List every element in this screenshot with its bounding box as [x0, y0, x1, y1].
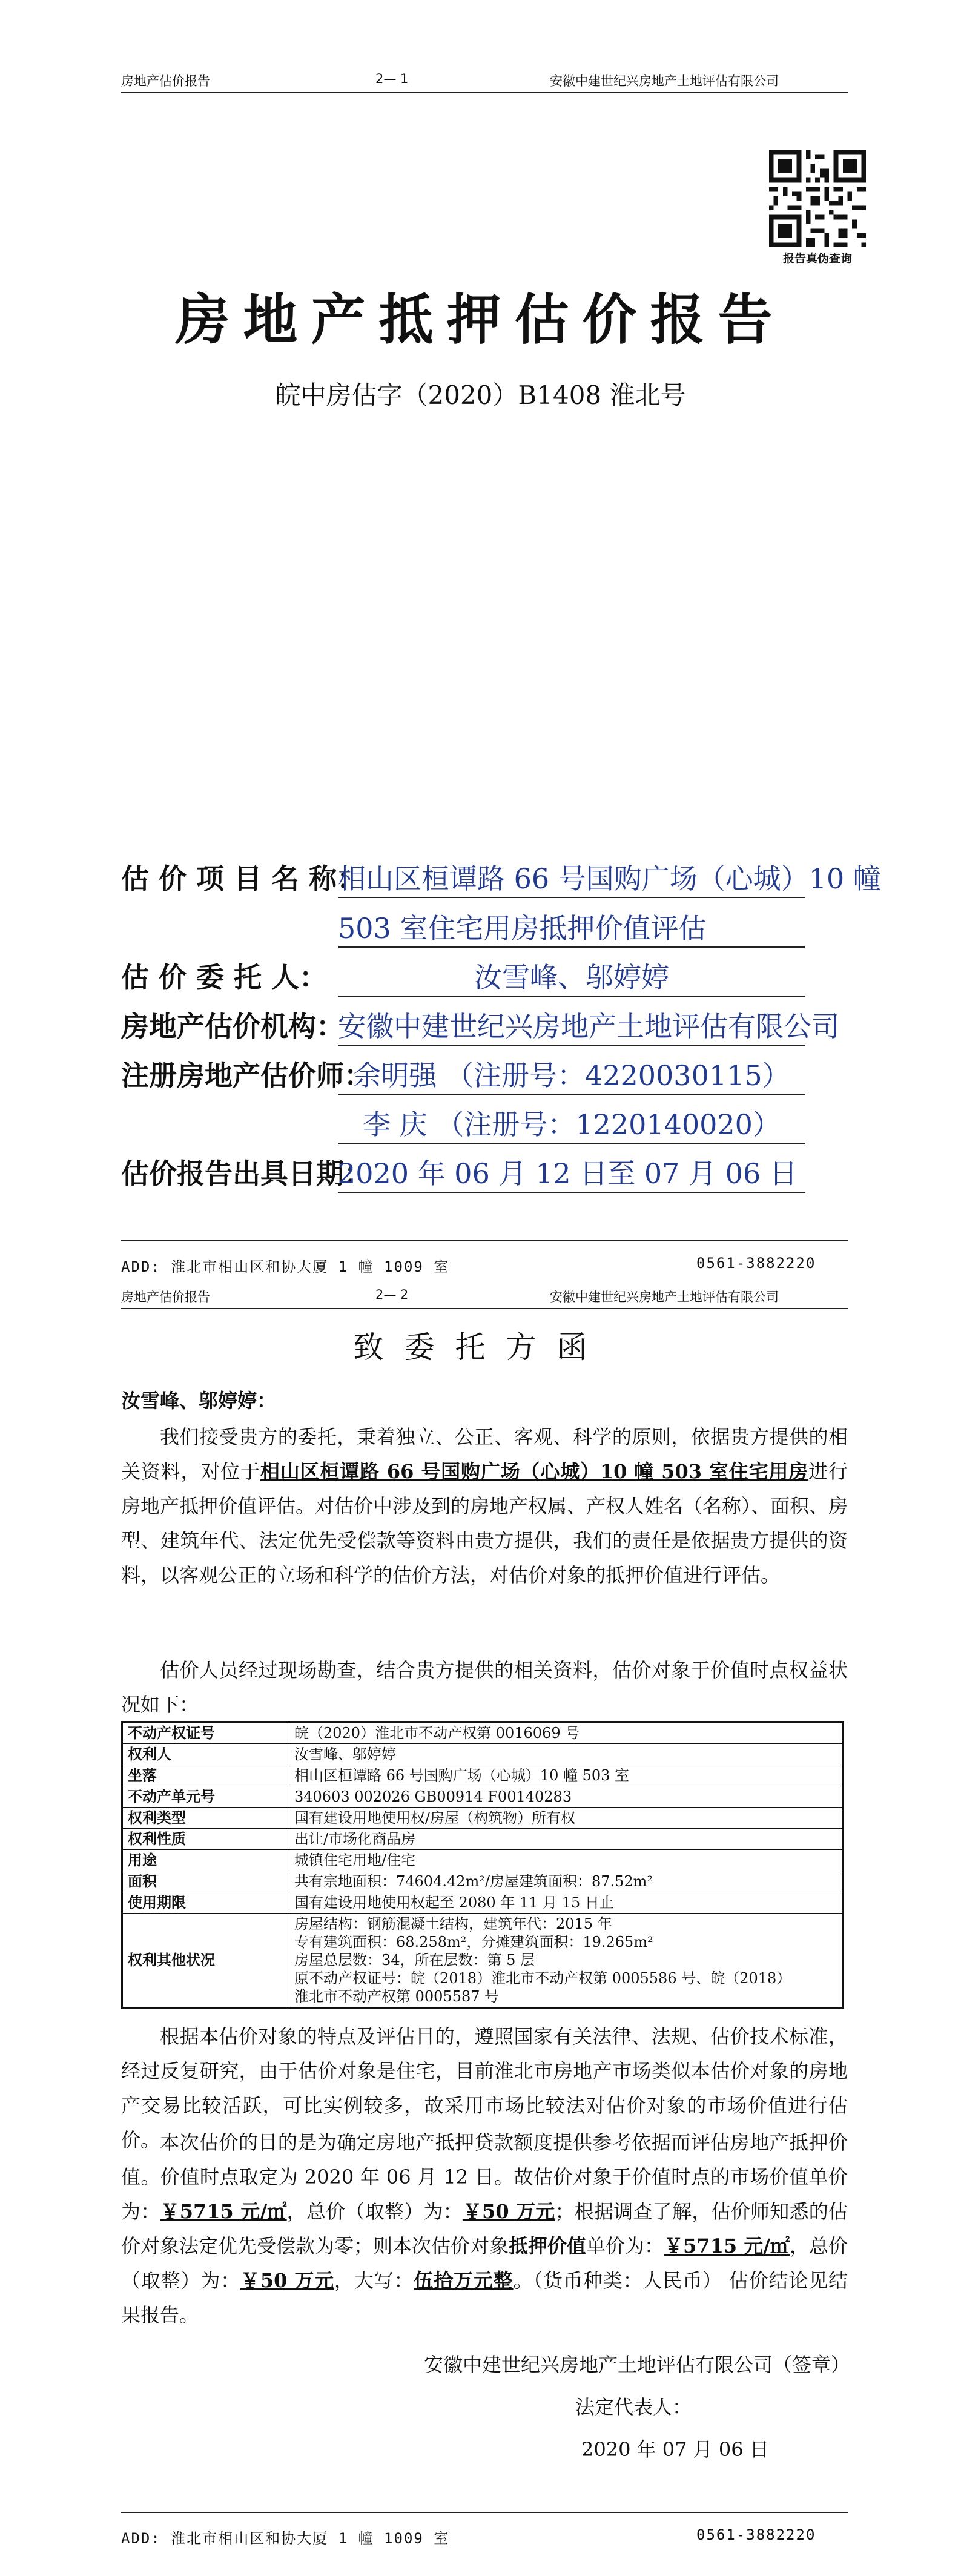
table-value-line: 房屋结构：钢筋混凝土结构，建筑年代：2015 年 — [294, 1915, 612, 1932]
page1-footer-address: ADD: 淮北市相山区和协大厦 1 幢 1009 室 — [121, 1258, 450, 1275]
table-row — [122, 1722, 844, 1744]
page1-header-rule — [121, 92, 848, 93]
date-label: 估价报告出具日期： — [121, 1157, 372, 1190]
p4-part-c: ；根据调查了解，估价师知悉的估价对象法定优先受偿款为零；则本次估价对象 — [121, 2200, 848, 2257]
table-key: 面积 — [122, 1871, 289, 1892]
agency-value: 安徽中建世纪兴房地产土地评估有限公司 — [338, 1005, 805, 1046]
page2-header-rule — [121, 1308, 848, 1309]
appraiser-1: 余明强 （注册号：4220030115） — [338, 1054, 805, 1095]
salutation: 汝雪峰、邬婷婷： — [121, 1389, 277, 1412]
table-value-line: 汝雪峰、邬婷婷 — [294, 1746, 396, 1763]
p4-mortgage-value: 抵押价值 — [509, 2234, 587, 2257]
table-row — [122, 1850, 844, 1871]
table-row — [122, 1808, 844, 1829]
report-title: 房地产抵押估价报告 — [175, 288, 786, 352]
table-key: 权利性质 — [122, 1829, 289, 1850]
p4-total-price: ￥50 万元 — [462, 2200, 555, 2223]
table-row — [122, 1829, 844, 1850]
p4-part-f: ，大写： — [334, 2269, 414, 2292]
table-value-line: 国有建设用地使用权/房屋（构筑物）所有权 — [294, 1809, 576, 1826]
table-value — [289, 1765, 844, 1786]
table-key: 权利类型 — [122, 1808, 289, 1829]
project-row-continued — [338, 907, 805, 948]
date-value: 2020 年 06 月 12 日至 07 月 06 日 — [338, 1152, 805, 1193]
table-key: 不动产单元号 — [122, 1786, 289, 1808]
table-key: 权利人 — [122, 1744, 289, 1765]
page2-header-company: 安徽中建世纪兴房地产土地评估有限公司 — [550, 1290, 779, 1304]
document-number: 皖中房估字（2020）B1408 淮北号 — [275, 380, 686, 410]
table-value-line: 城镇住宅用地/住宅 — [294, 1852, 416, 1869]
project-label: 估 价 项 目 名 称： — [121, 862, 365, 895]
table-key: 权利其他状况 — [122, 1914, 289, 2008]
table-row — [122, 1765, 844, 1786]
qr-code-icon — [769, 150, 866, 247]
table-value-line: 国有建设用地使用权起至 2080 年 11 月 15 日止 — [294, 1894, 614, 1911]
appraiser-row — [121, 1054, 805, 1095]
appraiser-2: 李 庆 （注册号：1220140020） — [338, 1103, 805, 1144]
agency-row — [121, 1005, 839, 1046]
table-row — [122, 1744, 844, 1765]
client-row — [121, 956, 805, 997]
table-value — [289, 1871, 844, 1892]
p4-part-d: 单价为： — [586, 2234, 664, 2257]
table-value — [289, 1786, 844, 1808]
client-label: 估 价 委 托 人： — [121, 961, 328, 994]
table-value-line: 房屋总层数：34，所在层数：第 5 层 — [294, 1952, 535, 1969]
date-row — [121, 1152, 805, 1193]
paragraph-1-part-c: 进行房地产抵押价值评估。对估价中涉及到的房地产权属、产权人姓名（名称）、面积、房型、建筑年代、法定优先受偿款等资料由贵方提供，我们的责任是依据贵方提供的资料，以客观公正的立场和科学的估价方法，对估价对象的抵押价值进行评估。 — [121, 1460, 848, 1587]
paragraph-3: 根据本估价对象的特点及评估目的，遵照国家有关法律、法规、估价技术标准，经过反复研究，由于估价对象是住宅，目前淮北市房地产市场类似本估价对象的房地产交易比较活跃，可比实例较多，故采用市场比较法对估价对象的市场价值进行估价。 — [121, 2025, 848, 2152]
p4-mortgage-total: ￥50 万元 — [240, 2269, 335, 2292]
letter-title: 致委托方函 — [353, 1330, 608, 1365]
table-key: 不动产权证号 — [122, 1722, 289, 1744]
client-value: 汝雪峰、邬婷婷 — [338, 956, 805, 997]
paragraph-1-property: 相山区桓谭路 66 号国购广场（心城）10 幢 503 室住宅用房 — [260, 1460, 809, 1483]
page1-header-page-number: 2— 1 — [375, 71, 409, 86]
table-value-line: 共有宗地面积：74604.42m²/房屋建筑面积：87.52m² — [294, 1873, 653, 1890]
table-value-line: 专有建筑面积：68.258m²，分摊建筑面积：19.265m² — [294, 1934, 653, 1950]
table-value-line: 原不动产权证号：皖（2018）淮北市不动产权第 0005586 号、皖（2018） — [294, 1970, 791, 1987]
table-value-line: 出让/市场化商品房 — [294, 1831, 416, 1848]
paragraph-1-part-a: 我们接受贵方的委托，秉着独立、公正、客观、科学的原则，依据贵方提供的相关资料，对位于 — [121, 1425, 848, 1483]
paragraph-1 — [121, 1420, 848, 1593]
table-row — [122, 1871, 844, 1892]
appraiser-label: 注册房地产估价师： — [121, 1059, 372, 1092]
page1-footer-phone: 0561-3882220 — [696, 1255, 816, 1272]
agency-label: 房地产估价机构： — [121, 1010, 344, 1043]
table-row — [122, 1914, 844, 2008]
table-row — [122, 1786, 844, 1808]
paragraph-4 — [121, 2125, 848, 2333]
page2-header-page-number: 2— 2 — [375, 1287, 409, 1302]
page2-footer-rule — [121, 2512, 848, 2513]
signature-company: 安徽中建世纪兴房地产土地评估有限公司（签章） — [424, 2353, 851, 2376]
table-value — [289, 1914, 844, 2008]
project-value-line2: 503 室住宅用房抵押价值评估 — [338, 907, 805, 948]
page2-footer-phone: 0561-3882220 — [696, 2526, 816, 2543]
project-row — [121, 857, 881, 898]
table-key: 用途 — [122, 1850, 289, 1871]
table-value — [289, 1850, 844, 1871]
p4-amount-in-words: 伍拾万元整 — [414, 2269, 514, 2292]
property-rights-table — [121, 1721, 844, 2009]
table-row — [122, 1892, 844, 1914]
table-value — [289, 1808, 844, 1829]
page1-header-company: 安徽中建世纪兴房地产土地评估有限公司 — [550, 74, 779, 88]
p4-part-b: ，总价（取整）为： — [286, 2200, 463, 2223]
p4-part-a: 本次估价的目的是为确定房地产抵押贷款额度提供参考依据而评估房地产抵押价值。价值时点取定为 2020 年 06 月 12 日。故估价对象于价值时点的市场价值单价为： — [121, 2131, 848, 2223]
page2-header-left: 房地产估价报告 — [121, 1290, 210, 1304]
table-key: 使用期限 — [122, 1892, 289, 1914]
table-value — [289, 1744, 844, 1765]
table-value — [289, 1829, 844, 1850]
table-key: 坐落 — [122, 1765, 289, 1786]
signature-legal-representative: 法定代表人： — [575, 2396, 692, 2419]
p4-unit-price: ￥5715 元/㎡ — [160, 2200, 287, 2223]
project-value-line1: 相山区桓谭路 66 号国购广场（心城）10 幢 — [338, 857, 805, 898]
table-value-line: 淮北市不动产权第 0005587 号 — [294, 1988, 500, 2005]
p4-part-g: 。（货币种类：人民币） 估价结论见结果报告。 — [121, 2269, 848, 2327]
page1-footer-rule — [121, 1240, 848, 1241]
appraiser-row-2 — [338, 1103, 805, 1144]
page1-header-left: 房地产估价报告 — [121, 74, 210, 88]
table-value-line: 340603 002026 GB00914 F00140283 — [294, 1788, 572, 1805]
table-value-line: 皖（2020）淮北市不动产权第 0016069 号 — [294, 1725, 580, 1742]
p4-mortgage-unit-price: ￥5715 元/㎡ — [664, 2234, 790, 2257]
paragraph-2: 估价人员经过现场勘查，结合贵方提供的相关资料，估价对象于价值时点权益状况如下： — [121, 1659, 848, 1716]
table-value-line: 相山区桓谭路 66 号国购广场（心城）10 幢 503 室 — [294, 1767, 630, 1784]
table-value — [289, 1722, 844, 1744]
table-value — [289, 1892, 844, 1914]
page2-footer-address: ADD: 淮北市相山区和协大厦 1 幢 1009 室 — [121, 2530, 450, 2547]
qr-caption: 报告真伪查询 — [782, 252, 852, 265]
signature-date: 2020 年 07 月 06 日 — [581, 2438, 769, 2461]
p4-part-e: ，总价（取整）为： — [121, 2234, 848, 2292]
